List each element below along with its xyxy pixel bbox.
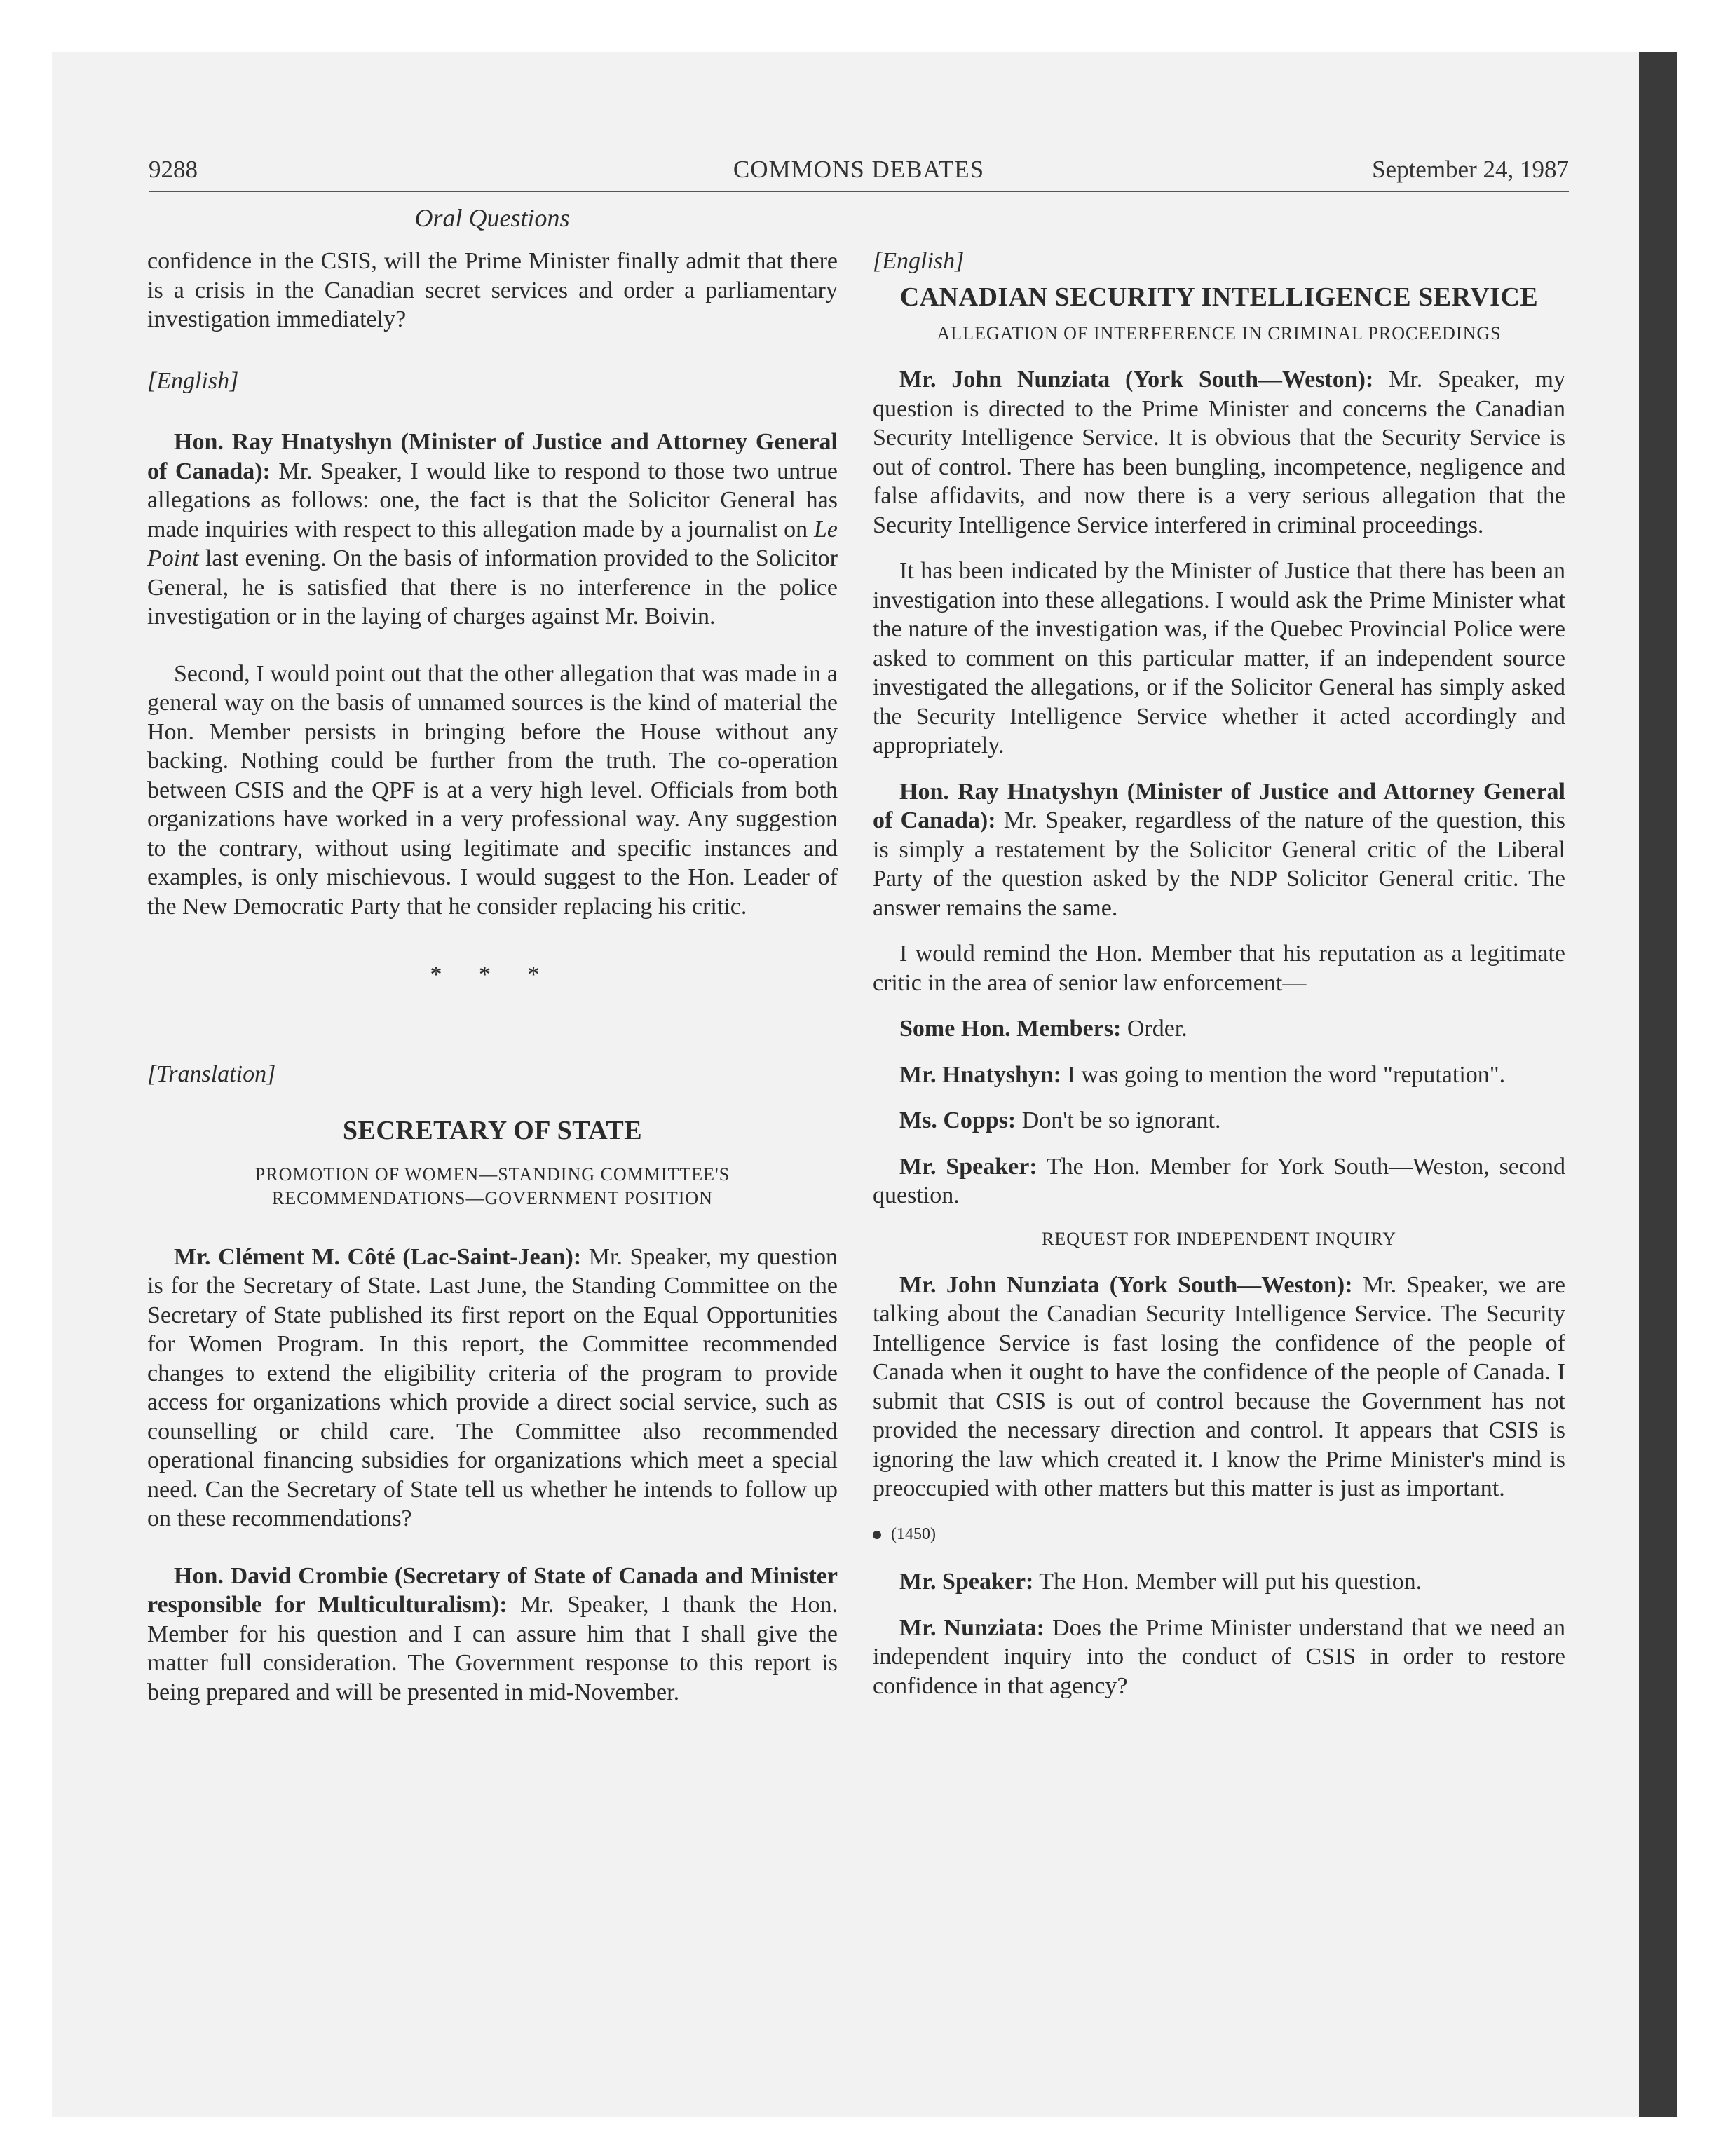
language-tag: [English]	[147, 367, 239, 394]
paragraph: Mr. John Nunziata (York South—Weston): Mr. Speaker, my question is directed to the Prime Minister and concerns the Canadian Security Intelligence Service. It is obvious that the Security Service is out of control. There has been bungling, incompetence, negligence and false affidavits, and now there is a very serious allegation that the Security Intelligence Service interfered in criminal proceedings.	[873, 367, 1565, 538]
paragraph: Hon. David Crombie (Secretary of State of Canada and Minister responsible for Multiculturalism): Mr. Speaker, I thank the Hon. Member for his question and I can assure him that I shall give the matter full consideration. The Government response to this report is being prepared and will be presented in mid-November.	[147, 1562, 838, 1705]
paragraph: Mr. Nunziata: Does the Prime Minister understand that we need an independent inquiry into the conduct of CSIS in order to restore confidence in that agency?	[873, 1614, 1565, 1699]
paragraph: Hon. Ray Hnatyshyn (Minister of Justice and Attorney General of Canada): Mr. Speaker, regardless of the nature of the question, this is simply a restatement by the Solicitor General critic of the Liberal Party of the question asked by the NDP Solicitor General critic. The answer remains the same.	[873, 778, 1566, 921]
section-divider: * * *	[430, 962, 555, 988]
paragraph: confidence in the CSIS, will the Prime Minister finally admit that there is a crisis in the Canadian secret services and order a parliamentary investigation immediately?	[147, 248, 838, 332]
section-heading: SECRETARY OF STATE	[342, 1116, 643, 1145]
scan-edge-bar	[1639, 52, 1677, 2117]
publication-date: September 24, 1987	[1372, 156, 1569, 183]
speaker-name: Mr. Nunziata:	[899, 1614, 1045, 1641]
page-header	[149, 156, 1569, 192]
bullet-icon	[873, 1531, 881, 1539]
paragraph: Mr. Clément M. Côté (Lac-Saint-Jean): Mr. Speaker, my question is for the Secretary of State. Last June, the Standing Committee on the Secretary of State published its first report on the Equal Opportunities for Women Program. In this report, the Committee recommended changes to extend the eligibility criteria of the program to provide access for organizations which provide a direct social service, such as counselling or child care. The Committee also recommended operational financing subsidies for organizations which meet a special need. Can the Secretary of State tell us whether he intends to follow up on these recommendations?	[147, 1243, 838, 1531]
time-marker: (1450)	[873, 1520, 1565, 1550]
speaker-name: Mr. Speaker:	[899, 1569, 1034, 1595]
subsection-heading: REQUEST FOR INDEPENDENT INQUIRY	[1042, 1228, 1396, 1249]
speaker-name: Some Hon. Members:	[899, 1016, 1122, 1042]
speaker-name: Hon. David Crombie (Secretary of State of Canada and Minister responsible for Multiculturalism):	[147, 1562, 838, 1618]
right-column	[873, 247, 1565, 1717]
paragraph: Second, I would point out that the other allegation that was made in a general way on the basis of unnamed sources is the kind of material the Hon. Member persists in bringing before the House without any backing. Nothing could be further from the truth. The co-operation between CSIS and the QPF is at a very high level. Officials from both organizations have worked in a very professional way. Any suggestion to the contrary, without using legitimate and specific instances and examples, is only mischievous. I would suggest to the Hon. Leader of the New Democratic Party that he consider replacing his critic.	[147, 660, 838, 920]
left-column	[147, 247, 838, 1724]
paragraph: Some Hon. Members: Order.	[899, 1016, 1188, 1042]
subsection-heading: PROMOTION OF WOMEN—STANDING COMMITTEE'S RECOMMENDATIONS—GOVERNMENT POSITION	[254, 1164, 730, 1208]
publication-name: Le Point	[147, 516, 838, 571]
speaker-name: Mr. John Nunziata (York South—Weston):	[899, 367, 1374, 393]
page-number: 9288	[149, 156, 198, 183]
speaker-name: Hon. Ray Hnatyshyn (Minister of Justice and Attorney General of Canada):	[873, 778, 1565, 833]
speaker-name: Ms. Copps:	[899, 1107, 1016, 1133]
paragraph: It has been indicated by the Minister of Justice that there has been an investigation into these allegations. I would ask the Prime Minister what the nature of the investigation was, if the Quebec Provincial Police were asked to comment on this particular matter, if an independent source investigated the allegations, or if the Solicitor General has simply asked the Security Intelligence Service whether it acted accordingly and appropriately.	[873, 558, 1565, 758]
speaker-name: Hon. Ray Hnatyshyn (Minister of Justice and Attorney General of Canada):	[147, 429, 838, 484]
section-heading: CANADIAN SECURITY INTELLIGENCE SERVICE	[899, 282, 1539, 312]
paragraph: Mr. John Nunziata (York South—Weston): Mr. Speaker, we are talking about the Canadian Security Intelligence Service. The Security Intelligence Service is fast losing the confidence of the people of Canada when it ought to have the confidence of the people of Canada. I submit that CSIS is out of control because the Government has not provided the necessary direction and control. It appears that CSIS is ignoring the law which created it. I know the Prime Minister's mind is preoccupied with other matters but this matter is just as important.	[873, 1271, 1565, 1501]
paragraph: Mr. Hnatyshyn: I was going to mention the word "reputation".	[899, 1061, 1506, 1088]
speaker-name: Mr. Clément M. Côté (Lac-Saint-Jean):	[174, 1243, 582, 1270]
language-tag: [English]	[873, 248, 965, 274]
section-title: Oral Questions	[414, 204, 570, 232]
paragraph: Hon. Ray Hnatyshyn (Minister of Justice and Attorney General of Canada): Mr. Speaker, I would like to respond to those two untrue allegations as follows: one, the fact is that the Solicitor General has made inquiries with respect to this allegation made by a journalist on Le Point last evening. On the basis of information provided to the Solicitor General, he is satisfied that there is no interference in the police investigation or in the laying of charges against Mr. Boivin.	[147, 429, 838, 629]
speaker-name: Mr. John Nunziata (York South—Weston):	[899, 1271, 1353, 1298]
paragraph: Ms. Copps: Don't be so ignorant.	[899, 1107, 1221, 1133]
paragraph: Mr. Speaker: The Hon. Member will put his question.	[899, 1569, 1422, 1595]
paragraph: I would remind the Hon. Member that his reputation as a legitimate critic in the area of senior law enforcement—	[873, 941, 1565, 996]
publication-title: COMMONS DEBATES	[733, 156, 985, 183]
language-tag: [Translation]	[147, 1060, 276, 1087]
speaker-name: Mr. Speaker:	[899, 1153, 1037, 1180]
subsection-heading: ALLEGATION OF INTERFERENCE IN CRIMINAL PROCEEDINGS	[937, 323, 1502, 343]
paragraph: Mr. Speaker: The Hon. Member for York South—Weston, second question.	[873, 1153, 1565, 1208]
speaker-name: Mr. Hnatyshyn:	[899, 1061, 1062, 1088]
